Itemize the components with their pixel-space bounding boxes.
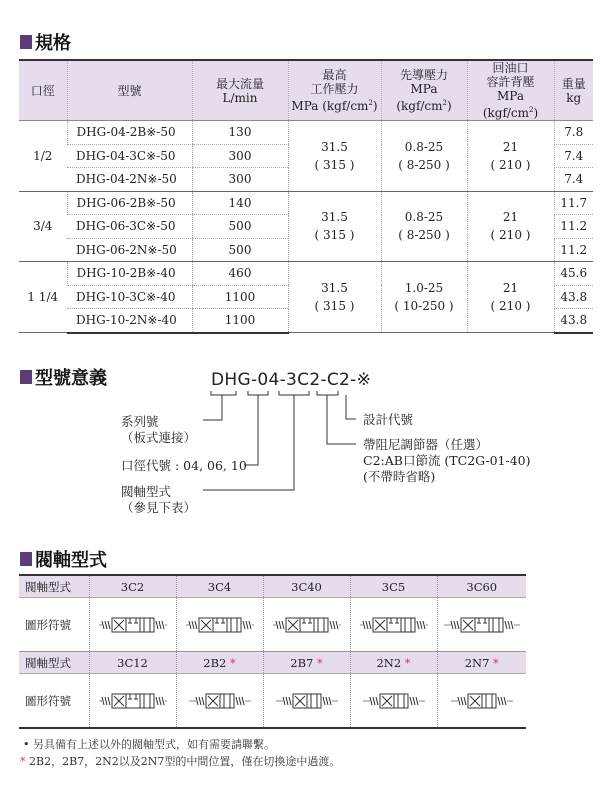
spool-type-row-1	[19, 575, 526, 598]
valve-symbol-icon	[361, 690, 427, 712]
header-port: 口徑	[19, 60, 67, 121]
spool-3c60: 3C60	[437, 575, 526, 598]
spec-title-text: 規格	[35, 33, 71, 54]
valve-symbol-icon	[358, 614, 430, 636]
port-size-label: 口徑代號 : 04, 06, 10	[121, 458, 247, 473]
flow-cell: 300	[192, 144, 288, 168]
port-cell: 3/4	[19, 191, 67, 262]
series-label: 系列號 （板式連接）	[121, 414, 197, 445]
damper-label: 帶阻尼調節器（任選） C2:AB口節流 (TC2G-01-40) (不帶時省略)	[363, 437, 531, 484]
row-label-type: 閥軸型式	[19, 575, 89, 598]
spool-2n7: 2N7 *	[437, 652, 526, 674]
flow-cell: 1100	[192, 309, 288, 333]
header-model: 型號	[67, 60, 192, 121]
model-code: DHG-04-3C2-C2-※	[211, 370, 372, 390]
valve-symbol-icon	[442, 614, 522, 636]
header-weight: 重量 kg	[554, 60, 593, 121]
pilot-cell: 1.0-25 ( 10-250 )	[381, 262, 467, 333]
model-cell: DHG-06-3C※-50	[67, 215, 192, 239]
header-pilot: 先導壓力 MPa $(kgf/cm^2)$	[381, 60, 467, 121]
valve-symbol-icon	[449, 690, 515, 712]
port-cell: 1/2	[19, 121, 67, 192]
weight-cell: 45.6	[554, 262, 593, 286]
weight-cell: 43.8	[554, 285, 593, 309]
symbol-cell	[437, 674, 526, 729]
pressure-cell: 31.5 ( 315 )	[288, 191, 381, 262]
spool-3c4: 3C4	[176, 575, 263, 598]
model-cell: DHG-04-3C※-50	[67, 144, 192, 168]
model-cell: DHG-06-2N※-50	[67, 238, 192, 262]
flow-cell: 500	[192, 238, 288, 262]
spool-type-row-2	[19, 652, 526, 674]
pressure-cell: 31.5 ( 315 )	[288, 262, 381, 333]
note-other-spools: • 另具備有上述以外的閥軸型式，如有需要請聯繫。	[23, 738, 275, 751]
valve-symbol-icon	[274, 690, 340, 712]
symbol-cell	[89, 598, 176, 652]
weight-cell: 11.2	[554, 238, 593, 262]
weight-cell: 7.4	[554, 144, 593, 168]
flow-cell: 130	[192, 121, 288, 145]
spool-3c2: 3C2	[89, 575, 176, 598]
header-pressure: 最高 工作壓力 MPa $(kgf/cm^2)$	[288, 60, 381, 121]
weight-cell: 11.2	[554, 215, 593, 239]
back-pressure-cell: 21 ( 210 )	[467, 121, 554, 192]
spool-section-title	[20, 546, 107, 572]
flow-cell: 460	[192, 262, 288, 286]
header-back-pressure: 回油口 容許背壓 MPa $(kgf/cm^2)$	[467, 60, 554, 121]
design-code-label: 設計代號	[363, 412, 414, 427]
valve-symbol-icon	[184, 614, 256, 636]
spool-2n2: 2N2 *	[350, 652, 437, 674]
pilot-cell: 0.8-25 ( 8-250 )	[381, 121, 467, 192]
valve-symbol-icon	[187, 690, 253, 712]
symbol-cell	[263, 598, 350, 652]
spool-title-text: 閥軸型式	[35, 550, 107, 571]
spool-type-label: 閥軸型式 （參見下表）	[121, 484, 197, 515]
model-cell: DHG-10-2N※-40	[67, 309, 192, 333]
spool-2b7: 2B7 *	[263, 652, 350, 674]
symbol-cell	[176, 598, 263, 652]
weight-cell: 11.7	[554, 191, 593, 215]
code-title-text: 型號意義	[35, 368, 107, 389]
symbol-cell	[89, 674, 176, 729]
model-cell: DHG-04-2B※-50	[67, 121, 192, 145]
valve-symbol-icon	[97, 690, 169, 712]
symbol-cell	[437, 598, 526, 652]
model-cell: DHG-06-2B※-50	[67, 191, 192, 215]
symbol-cell	[176, 674, 263, 729]
back-pressure-cell: 21 ( 210 )	[467, 262, 554, 333]
model-cell: DHG-10-3C※-40	[67, 285, 192, 309]
valve-symbol-icon	[271, 614, 343, 636]
row-label-symbol: 圖形符號	[19, 674, 89, 729]
header-flow: 最大流量 L/min	[192, 60, 288, 121]
spool-2b2: 2B2 *	[176, 652, 263, 674]
weight-cell: 7.8	[554, 121, 593, 145]
pressure-cell: 31.5 ( 315 )	[288, 121, 381, 192]
section-square-icon	[20, 552, 32, 566]
spool-3c12: 3C12	[89, 652, 176, 674]
valve-symbol-icon	[97, 614, 169, 636]
flow-cell: 500	[192, 215, 288, 239]
row-label-symbol: 圖形符號	[19, 598, 89, 652]
spool-3c5: 3C5	[350, 575, 437, 598]
symbol-cell	[350, 598, 437, 652]
spool-symbol-row-1	[19, 598, 526, 652]
flow-cell: 300	[192, 168, 288, 192]
flow-cell: 1100	[192, 285, 288, 309]
symbol-cell	[263, 674, 350, 729]
model-cell: DHG-04-2N※-50	[67, 168, 192, 192]
note-middle-position: * 2B2，2B7，2N2以及2N7型的中間位置，僅在切換途中過渡。	[20, 755, 341, 768]
model-cell: DHG-10-2B※-40	[67, 262, 192, 286]
spool-table	[19, 574, 526, 729]
flow-cell: 140	[192, 191, 288, 215]
spool-3c40: 3C40	[263, 575, 350, 598]
row-label-type: 閥軸型式	[19, 652, 89, 674]
weight-cell: 7.4	[554, 168, 593, 192]
spool-symbol-row-2	[19, 674, 526, 729]
symbol-cell	[350, 674, 437, 729]
pilot-cell: 0.8-25 ( 8-250 )	[381, 191, 467, 262]
port-cell: 1 1/4	[19, 262, 67, 333]
weight-cell: 43.8	[554, 309, 593, 333]
back-pressure-cell: 21 ( 210 )	[467, 191, 554, 262]
